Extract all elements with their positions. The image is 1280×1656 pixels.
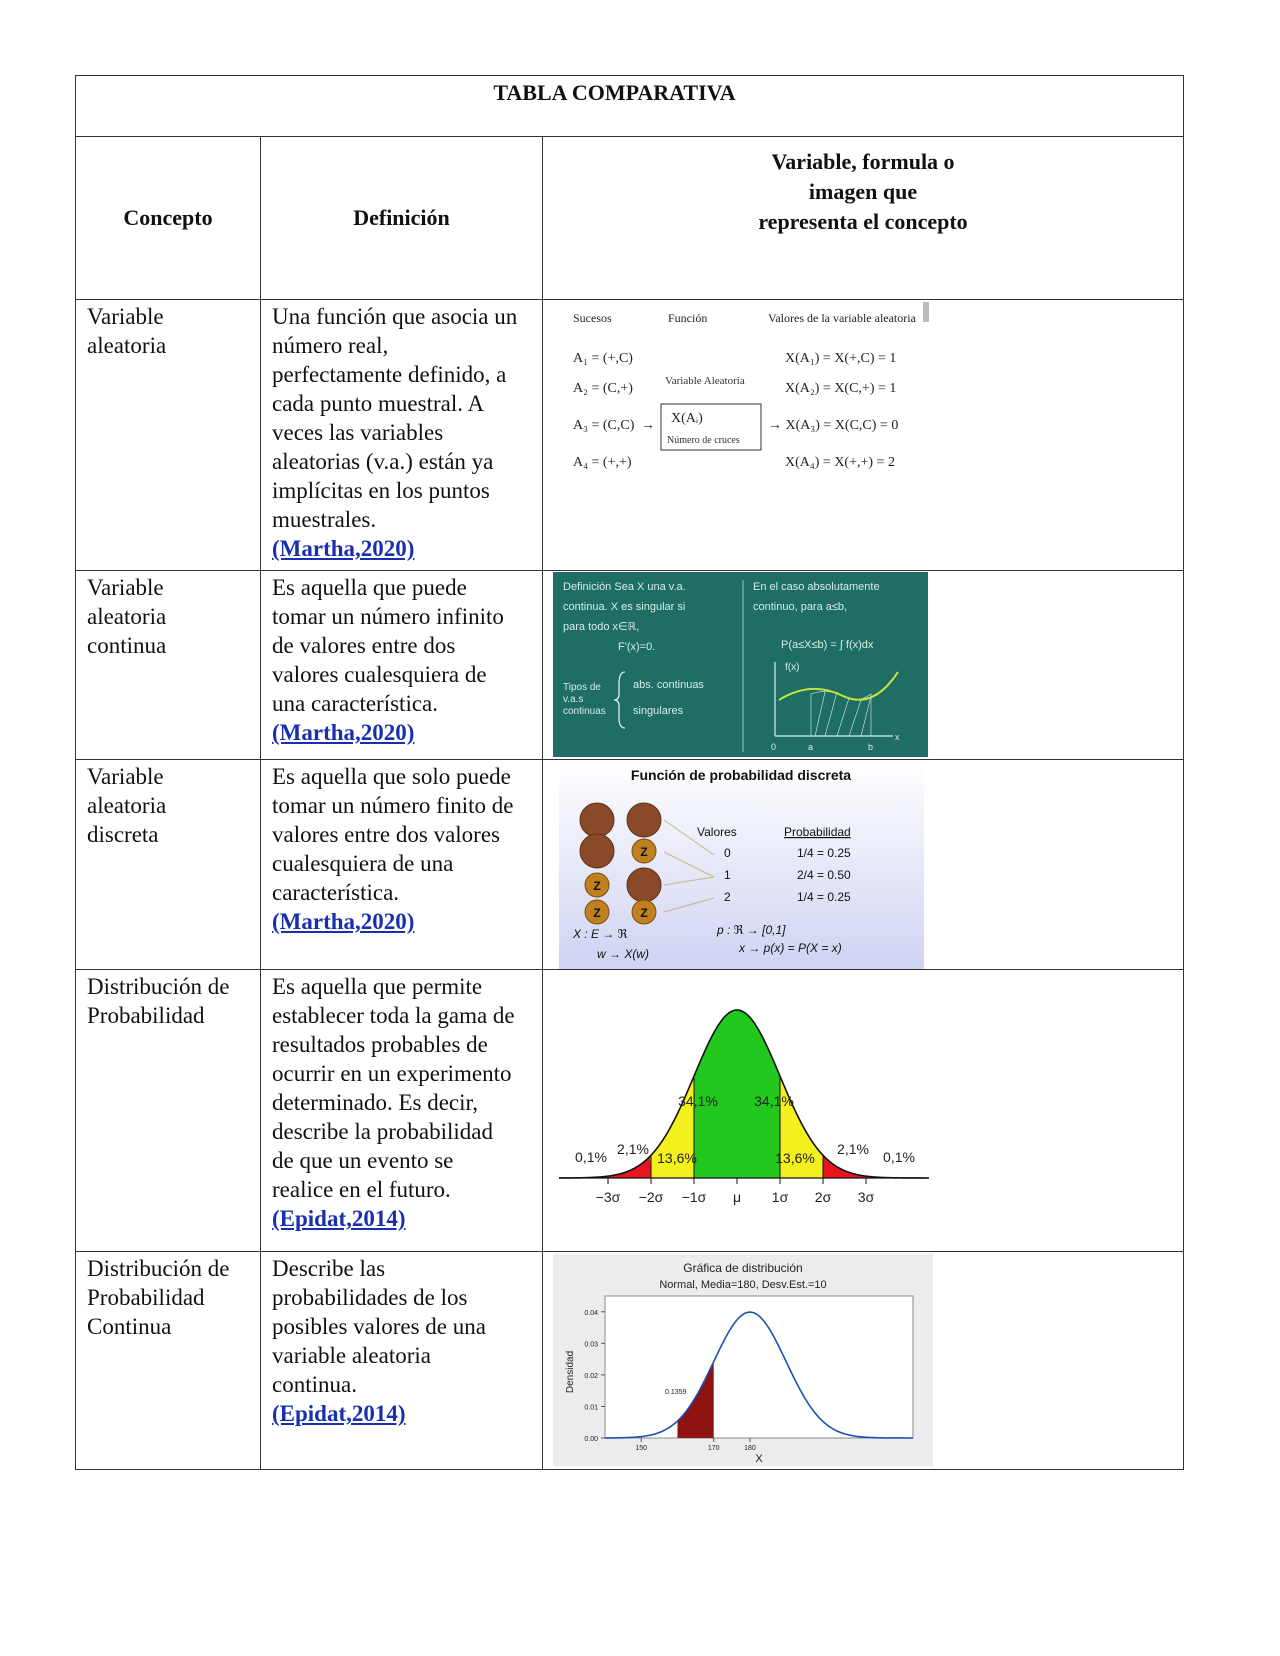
normal-sigma-figure (559, 988, 929, 1218)
coin-label: Z (640, 845, 648, 859)
y-tick-label: 0.00 (584, 1436, 598, 1443)
definition-line: de que un evento se (272, 1148, 454, 1173)
concept-line: discreta (87, 822, 159, 847)
concept-cell (76, 970, 261, 1252)
definition-line: posibles valores de una (272, 1314, 486, 1339)
tick-label: 3σ (857, 1189, 875, 1205)
col-funcion: Función (668, 311, 708, 325)
board-line: F'(x)=0. (618, 641, 656, 653)
box-top: X(Aᵢ) (671, 411, 703, 426)
board-line: para todo x∈ℝ, (563, 621, 640, 633)
col-values: Valores (697, 825, 737, 839)
board-line: Definición Sea X una v.a. (563, 581, 686, 593)
col-valores: Valores de la variable aleatoria (768, 311, 916, 325)
definition-line: realice en el futuro. (272, 1177, 451, 1202)
value-item: 2 (724, 890, 731, 904)
concept-line: Probabilidad (87, 1003, 205, 1028)
citation-link[interactable]: (Martha,2020) (272, 536, 415, 561)
definition-line: aleatorias (v.a.) están ya (272, 449, 494, 474)
axis-label: x (895, 732, 900, 742)
mapping-formula: w → X(w) (597, 947, 649, 961)
fx-label: f(x) (785, 662, 800, 673)
definition-line: variable aleatoria (272, 1343, 431, 1368)
y-tick-label: 0.04 (584, 1309, 598, 1317)
pct-label: 0,1% (575, 1149, 607, 1165)
definition-line: resultados probables de (272, 1032, 488, 1057)
prob-item: 1/4 = 0.25 (797, 890, 851, 904)
header-image-line: imagen que (808, 179, 918, 204)
discrete-probability-figure (559, 760, 924, 969)
tipos-line: Tipos de (563, 682, 601, 693)
chart-subtitle: Normal, Media=180, Desv.Est.=10 (659, 1279, 827, 1291)
definition-line: número real, (272, 333, 389, 358)
col-sucesos: Sucesos (573, 311, 612, 325)
definition-line: Es aquella que puede (272, 575, 467, 600)
tick-label: −3σ (595, 1189, 621, 1205)
col-prob: Probabilidad (784, 825, 851, 839)
definition-line: probabilidades de los (272, 1285, 468, 1310)
axis-label: 0 (771, 742, 777, 752)
definition-cell (261, 760, 543, 970)
comparison-table (75, 75, 1184, 1470)
board-line: continua. X es singular si (563, 601, 686, 613)
definition-cell (261, 300, 543, 571)
value-a3: → X(A₃) = X(C,C) = 0 (768, 418, 899, 433)
definition-line: ocurrir en un experimento (272, 1061, 512, 1086)
definition-line: valores cualesquiera de (272, 662, 487, 687)
concept-line: aleatoria (87, 793, 167, 818)
concept-line: aleatoria (87, 604, 167, 629)
coin-head-icon (627, 868, 661, 902)
header-definition: Definición (261, 137, 543, 300)
integral-formula: P(a≤X≤b) = ∫ f(x)dx (781, 639, 874, 651)
pct-label: 13,6% (775, 1150, 815, 1166)
image-cell (543, 300, 1184, 571)
tick-label: μ (732, 1189, 742, 1205)
concept-line: Distribución de (87, 1256, 230, 1281)
concept-cell (76, 300, 261, 571)
citation-link[interactable]: (Martha,2020) (272, 720, 415, 745)
concept-line: Distribución de (87, 974, 230, 999)
definition-line: Es aquella que solo puede (272, 764, 511, 789)
tipos-line: v.a.s (563, 694, 584, 705)
table-title-cell (76, 76, 1184, 137)
concept-line: Continua (87, 1314, 172, 1339)
tipos-line: continuas (563, 706, 606, 717)
table-row (76, 970, 1184, 1252)
coin-head-icon (627, 803, 661, 837)
table-row (76, 760, 1184, 970)
prob-item: 1/4 = 0.25 (797, 846, 851, 860)
coin-label: Z (593, 879, 601, 893)
pct-label: 2,1% (837, 1141, 869, 1157)
y-tick-label: 0.01 (584, 1404, 598, 1412)
image-cell (543, 571, 1184, 760)
axis-label: a (808, 742, 814, 752)
event-a4: A₄ = (+,+) (573, 455, 632, 470)
value-a1: X(A₁) = X(+,C) = 1 (785, 351, 897, 366)
concept-cell (76, 571, 261, 760)
pct-label: 13,6% (657, 1150, 697, 1166)
image-cell (543, 760, 1184, 970)
coin-head-icon (580, 803, 614, 837)
tick-label: −1σ (681, 1189, 707, 1205)
header-image-line: Variable, formula o (771, 149, 955, 174)
y-tick-label: 0.03 (584, 1341, 598, 1349)
arrow-icon: → (641, 418, 655, 433)
x-tick-label: 180 (744, 1445, 756, 1452)
random-variable-mapping-figure (553, 300, 933, 480)
value-a2: X(A₂) = X(C,+) = 1 (785, 381, 897, 396)
mapping-formula: x → p(x) = P(X = x) (739, 941, 842, 955)
event-a2: A₂ = (C,+) (573, 381, 633, 396)
mapping-formula: p : ℜ → [0,1] (717, 923, 786, 937)
event-a3: A₃ = (C,C) (573, 418, 635, 433)
pct-label: 2,1% (617, 1141, 649, 1157)
normal-distribution-chart (553, 1254, 933, 1466)
area-label: 0.1359 (665, 1389, 687, 1396)
table-row (76, 1252, 1184, 1470)
type-item: singulares (633, 705, 684, 717)
definition-line: describe la probabilidad (272, 1119, 493, 1144)
mapping-formula: X : E → ℜ (573, 927, 628, 941)
definition-line: cualesquiera de una (272, 851, 454, 876)
definition-line: una característica. (272, 691, 438, 716)
chalkboard-background (553, 572, 928, 757)
chalkboard-continuous-figure (553, 572, 928, 757)
coin-label: Z (640, 906, 648, 920)
y-axis-label: Densidad (565, 1350, 576, 1394)
definition-line: tomar un número infinito (272, 604, 504, 629)
pct-label: 0,1% (883, 1149, 915, 1165)
concept-line: Variable (87, 764, 164, 789)
type-item: abs. continuas (633, 679, 704, 691)
value-item: 1 (724, 868, 731, 882)
definition-line: establecer toda la gama de (272, 1003, 515, 1028)
pct-label: 34,1% (754, 1093, 794, 1109)
concept-cell (76, 1252, 261, 1470)
image-cell (543, 1252, 1184, 1470)
definition-line: Una función que asocia un (272, 304, 518, 329)
header-concept: Concepto (76, 137, 261, 300)
board-line: continuo, para a≤b, (753, 601, 848, 613)
x-tick-label: 170 (707, 1445, 720, 1452)
definition-line: de valores entre dos (272, 633, 456, 658)
header-image-line: representa el concepto (758, 209, 968, 234)
citation-link[interactable]: (Epidat,2014) (272, 1206, 406, 1231)
concept-line: Variable (87, 304, 164, 329)
definition-line: tomar un número finito de (272, 793, 514, 818)
concept-line: Probabilidad (87, 1285, 205, 1310)
figure-title: Función de probabilidad discreta (630, 767, 852, 783)
table-title: TABLA COMPARATIVA (493, 80, 736, 105)
definition-line: valores entre dos valores (272, 822, 501, 847)
board-line: En el caso absolutamente (753, 581, 880, 593)
prob-item: 2/4 = 0.50 (797, 868, 851, 882)
definition-cell (261, 970, 543, 1252)
plot-area (605, 1296, 913, 1438)
image-cell (543, 970, 1184, 1252)
y-tick-label: 0.02 (584, 1372, 598, 1380)
box-bottom: Número de cruces (667, 435, 740, 446)
concept-cell (76, 760, 261, 970)
definition-line: implícitas en los puntos (272, 478, 490, 503)
tick-label: 2σ (814, 1189, 832, 1205)
definition-line: muestrales. (272, 507, 377, 532)
tick-label: 1σ (771, 1189, 789, 1205)
concept-line: Variable (87, 575, 164, 600)
value-a4: X(A₄) = X(+,+) = 2 (785, 455, 895, 470)
sigma-ticks (596, 1178, 875, 1205)
pct-label: 34,1% (678, 1093, 718, 1109)
citation-link[interactable]: (Epidat,2014) (272, 1401, 406, 1426)
definition-cell (261, 1252, 543, 1470)
definition-line: determinado. Es decir, (272, 1090, 479, 1115)
header-image (543, 137, 1184, 300)
var-label: Variable Aleatoria (665, 375, 745, 387)
definition-line: veces las variables (272, 420, 444, 445)
event-a1: A₁ = (+,C) (573, 351, 633, 366)
value-item: 0 (724, 846, 731, 860)
definition-line: perfectamente definido, a (272, 362, 507, 387)
definition-line: característica. (272, 880, 400, 905)
coin-label: Z (593, 906, 601, 920)
chart-title: Gráfica de distribución (683, 1261, 803, 1275)
tick-label: −2σ (638, 1189, 664, 1205)
definition-line: Describe las (272, 1256, 386, 1281)
definition-cell (261, 571, 543, 760)
concept-line: continua (87, 633, 167, 658)
citation-link[interactable]: (Martha,2020) (272, 909, 415, 934)
concept-line: aleatoria (87, 333, 167, 358)
definition-line: continua. (272, 1372, 357, 1397)
definition-line: cada punto muestral. A (272, 391, 485, 416)
table-row (76, 300, 1184, 571)
table-row (76, 571, 1184, 760)
axis-label: b (868, 742, 874, 752)
x-axis-label: X (755, 1453, 763, 1465)
definition-line: Es aquella que permite (272, 974, 483, 999)
coin-head-icon (580, 834, 614, 868)
x-tick-label: 150 (635, 1445, 648, 1452)
